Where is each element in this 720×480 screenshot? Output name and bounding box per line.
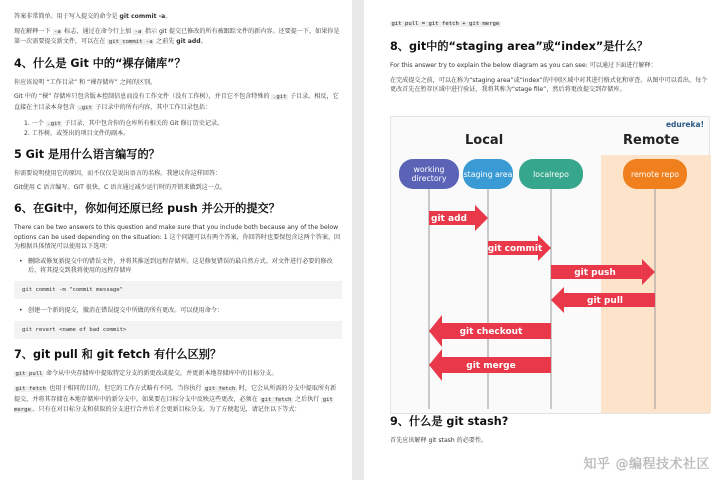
- text-run: 指示 git 提交已修改的所有被跟踪文件的新内容。还要提一下，如果你是第一次需要提交新文件，可以在在: [14, 27, 340, 46]
- paragraph-9: 首先应该解释 git stash 的必要性。: [390, 436, 488, 444]
- list-item: [14, 129, 342, 139]
- code-block: git commit -m "commit message": [14, 281, 342, 299]
- heading-6: 6、在Git中，你如何还原已经 push 并公开的提交？: [14, 201, 280, 215]
- inline-code: .git: [272, 94, 287, 101]
- paragraph-4a: 你应该说明 “工作目录” 和 “裸存储库” 之间的区别。: [14, 78, 157, 86]
- git-pull-label: git pull: [587, 296, 623, 306]
- remote-title: Remote: [623, 133, 680, 148]
- paragraph-6a: There can be two answers to this question and make sure that you include both because any of the below options can be used depending on the situation: 1 这个问题可以有两个答案，你回答时也要保包含这两个答案，因为根据具体情况可以使用以下选项：: [14, 223, 341, 251]
- paragraph-8b: 在完成提交之前，可以在称为“staging area”或“index”的中间区域中对其进行格式化和审查。从图中可以看出，每个更改首先在暂存区域中进行验证，我将其称为“stage file”，然后将更改提交到存储库。: [390, 76, 708, 94]
- code-block: git revert <name of bad commit>: [14, 321, 342, 339]
- git-merge-label: git merge: [466, 361, 516, 371]
- git-checkout-label: git checkout: [459, 327, 523, 337]
- pull-equation: [390, 10, 710, 29]
- git-push-label: git push: [574, 268, 616, 278]
- zhihu-watermark: 知乎 @编程技术社区: [583, 457, 710, 472]
- inline-code: git fetch: [261, 396, 292, 403]
- list-item: • 删除或修复新提交中的错误文件，并将其推送到远程存储库。这是修复错误的最自然方式。对文件进行必要的修改后，将其提交到我将使用的远程存储库: [14, 257, 342, 276]
- text-run: 答案非常简单。用于写入提交的命令是: [14, 13, 120, 20]
- left-page: [0, 0, 352, 480]
- diagram-arrows-svg: [391, 117, 711, 415]
- paragraph-7a: [14, 369, 342, 380]
- inline-code: git fetch: [15, 386, 46, 393]
- paragraph-7b: [14, 384, 342, 416]
- text-run: 标志，通过在命令行上加: [62, 27, 134, 35]
- heading-5: 5 Git 是用什么语言编写的？: [14, 147, 160, 161]
- text-run: 之后执行: [293, 395, 322, 403]
- inline-code: git pull = git fetch + git merge: [391, 21, 500, 27]
- heading-4: 4、什么是 Git 中的“裸存储库”？: [14, 56, 186, 70]
- list-item: [14, 119, 342, 130]
- git-add-label: git add: [431, 214, 467, 224]
- bare-repo-list: [14, 119, 342, 139]
- text-run: 子目录。相反，它直接在主目录本身包含: [14, 93, 339, 111]
- paragraph-8a: For this answer try to explain the below diagram as you can see: 可以通过下面进行解释：: [390, 62, 657, 69]
- intro-paragraph: [14, 12, 342, 22]
- inline-code: .git: [78, 104, 92, 111]
- heading-9: 9、什么是 git stash?: [390, 414, 509, 428]
- paragraph-4b: [14, 92, 342, 113]
- remote-repo-node: remote repo: [623, 159, 687, 189]
- inline-code: git commit -a: [108, 39, 153, 46]
- inline-code: git fetch: [205, 386, 236, 393]
- paragraph-5b: Git使用 C 语言编写。GIT 很快，C 语言通过减少运行时的开销来做到这一点。: [14, 184, 227, 192]
- inline-code: -a: [134, 28, 142, 35]
- git-staging-diagram: [390, 116, 710, 414]
- inline-code: git pull: [15, 370, 43, 377]
- text-run: 子目录中的所有内容，其中工作目录包括：: [93, 103, 212, 111]
- working-directory-node: working directory: [399, 159, 459, 189]
- revert-options-list: [14, 257, 342, 276]
- text-run: Git 中的 “裸” 存储库只包含版本控制信息而没有工作文件（没有工作树），并且它不包含特殊的: [14, 93, 272, 101]
- text-run: 时，它会从所需的分支中提取所有新提交，并将其存储在本地存储库中的新分支中。如果要在目标分支中反映这些更改，必须在: [14, 385, 337, 403]
- edureka-logo: edureka!: [665, 120, 704, 129]
- arrow-group: [429, 205, 655, 381]
- text-run: 也用于相同的目的，但它的工作方式略有不同。当你执行: [47, 385, 204, 393]
- text-run: 子目录，其中包含你的仓库所有相关的 Git 修订历史记录。: [62, 119, 224, 127]
- text-run: 。: [200, 38, 207, 46]
- staging-area-node: staging area: [463, 159, 513, 189]
- list-item: • 创建一个新的提交，撤消在错误提交中所做的所有更改。可以使用命令：: [14, 306, 342, 316]
- text-run: 1. 一个: [24, 119, 46, 127]
- text-run: 现在解释一下: [14, 27, 53, 35]
- git-commit-label: git commit: [487, 244, 543, 254]
- commit-flag-paragraph: [14, 27, 342, 48]
- text-run: 2. 工作树，或签出的项目文件的副本。: [24, 130, 130, 138]
- localrepo-node: localrepo: [519, 159, 583, 189]
- text-run: 。只有在对目标分支和获取的分支进行合并后才会更新目标分支。为了方便起见，请记住以下等式：: [32, 406, 301, 414]
- inline-code: git merge: [14, 396, 333, 414]
- paragraph-5a: 你需要说明使用它的原因，而不仅仅是说出语言的名称。我建议你这样回答：: [14, 169, 222, 177]
- heading-8: 8、git中的“staging area”或“index”是什么？: [390, 40, 648, 53]
- inline-code: -a: [54, 28, 61, 35]
- text-run: 命令从中央存储库中提取特定分支的新更改或提交，并更新本地存储库中的目标分支。: [43, 369, 278, 377]
- local-title: Local: [465, 133, 504, 148]
- inline-code: .git: [47, 120, 61, 127]
- command-text: git add: [176, 38, 201, 46]
- heading-7: 7、git pull 和 git fetch 有什么区别？: [14, 347, 222, 361]
- text-run: 之前先: [154, 38, 177, 46]
- text-run: 。: [165, 13, 172, 20]
- command-text: git commit -a: [119, 13, 166, 20]
- revert-options-list-2: [14, 306, 342, 316]
